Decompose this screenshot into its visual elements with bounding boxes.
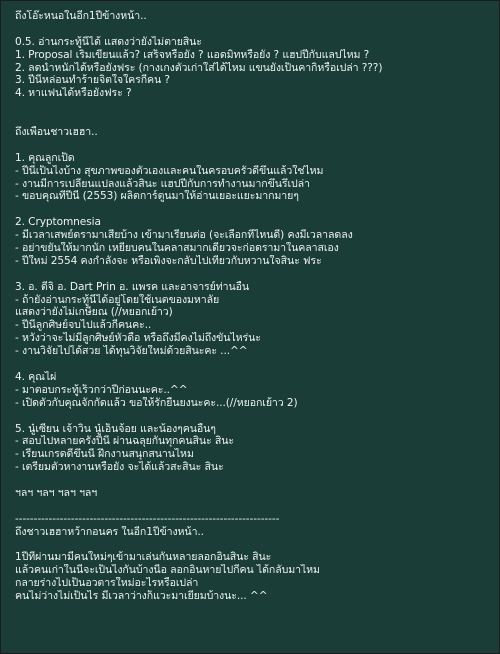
subsection-heading: 4. คุณไผ่ (15, 370, 57, 383)
list-item: 4. หาแฟนได้หรือยังฟระ ? (15, 87, 132, 100)
list-item: - ขอบคุณที่ปีนี้ (2553) ผลิตการ์ตูนมาให้อ่านเยอะแยะมากมายๆ (15, 190, 299, 203)
text-line: 0.5. อ่านกระทู้นี้ได้ แสดงว่ายังไม่ตายสินะ (15, 35, 202, 48)
list-item: - ถ้ายังอ่านกระทู้นี้ได้อยู่โดยใช้เนตของมหาลัย (15, 293, 220, 306)
list-item: 3. ปีนี้หล่อนทำร้ายจิตใจใครกี่คน ? (15, 74, 170, 87)
list-item: - งานวิจัยไปได้สวย ได้ทุนวิจัยใหม่ด้วยสินะคะ ...^^ (15, 345, 248, 358)
list-item: - สอบไปหลายครั้งปีนี้ ผ่านฉลุยกันทุกคนสินะ สินะ (15, 435, 234, 448)
list-item: - ปีนี้เป็นไงบ้าง สุขภาพของตัวเองและคนในครอบครัวดีขึ้นแล้วใช่ไหม (15, 164, 324, 177)
section-title: ถึงชาวเฮฮาหว้ากอนคร ในอีก1ปีข้างหน้า.. (15, 525, 204, 538)
divider: ----------------------------------------------------------------------- (15, 512, 280, 525)
list-item: - เปิดตัวกับคุณจักกัดแล้ว ขอให้รักยืนยงนะคะ...(//หยอกเย้าว 2) (15, 396, 298, 409)
post-content (15, 10, 493, 603)
list-item: - ปีใหม่ 2554 คงกำลังจะ หรือเพิ่งจะกลับไปเที่ยวกับหวานใจสินะ ฟระ (15, 254, 322, 267)
text-line: คนไม่ว่างไม่เป็นไร มีเวลาว่างก็แวะมาเยี่ยมบ้างนะ... ^^ (15, 590, 268, 603)
list-item: - หวังว่าจะไม่มีลูกศิษย์หัวดื้อ หรือถึงมีคงไม่ถึงขั้นไหร่นะ (15, 332, 261, 345)
section-title: ถึงเพื่อนชาวเฮฮา.. (15, 126, 98, 139)
subsection-heading: 2. Cryptomnesia (15, 216, 101, 229)
list-item: 1. Proposal เริ่มเขียนแล้ว? เสร็จหรือยัง ? แอดมิทหรือยัง ? แฮปปี้กับแลปไหม ? (15, 48, 370, 61)
text-line: ฯลฯ ฯลฯ ฯลฯ ฯลฯ (15, 486, 98, 499)
text-line: แสดงว่ายังไม่เกษียณ (//หยอกเย้าว) (15, 306, 173, 319)
list-item: - เตรียมตัวหางานหรือยัง จะได้แล้วสะสินะ สินะ (15, 461, 224, 474)
list-item: 2. ลดน้ำหนักได้หรือยังฟระ (กางเกงตัวเก่าใส่ได้ไหม แขนยังเป็นคากิหรือเปล่า ???) (15, 61, 383, 74)
list-item: - อย่าขยันให้มากนัก เหยียบคนในคลาสมากเดี๋ยวจะก่อดรามาในคลาสเอง (15, 242, 339, 255)
list-item: - ปีนี้ลูกศิษย์จบไปแล้วกี่คนคะ.. (15, 319, 152, 332)
subsection-heading: 1. คุณลูกเป็ด (15, 151, 75, 164)
subsection-heading: 5. นู๋เซียน เจ้าวิน นู๋เอ็นจ้อย และน้องๆคนอื่นๆ (15, 422, 216, 435)
subsection-heading: 3. อ. ดีจิ อ. Dart Prin อ. แพรค และอาจารย์ท่านอื่น (15, 280, 250, 293)
list-item: - งานมีการเปลี่ยนแปลงแล้วสินะ แฮปปี้กับการทำงานมากขึ้นรึเปล่า (15, 177, 310, 190)
list-item: - เรียนเกรดดีขึ้นนี่ ฝึกงานสนุกสนานไหม (15, 448, 194, 461)
text-line: 1ปีที่ผ่านมามีคนใหม่ๆเข้ามาเล่นกันหลายลอกอินสินะ สินะ (15, 551, 272, 564)
text-line: แล้วคนเก่าในนี้จะเป็นไงกันบ้างนี่อ ลอกอินหายไปกี่คน ได้กลับมาไหม (15, 564, 320, 577)
text-line: กลายร่างไปเป็นอวตารใหม่อะไรหรือเปล่า (15, 577, 199, 590)
list-item: - มีเวลาเสพย์ดรามาเสียบ้าง เข้ามาเรียนต่อ (จะเลือกที่ไหนดี) คงมีเวลาลดลง (15, 229, 353, 242)
list-item: - มาตอบกระทู้เร็วกว่าปีก่อนนะคะ..^^ (15, 383, 188, 396)
section-title: ถึงโอ๊ะหนอในอีก1ปีข้างหน้า.. (15, 10, 147, 22)
